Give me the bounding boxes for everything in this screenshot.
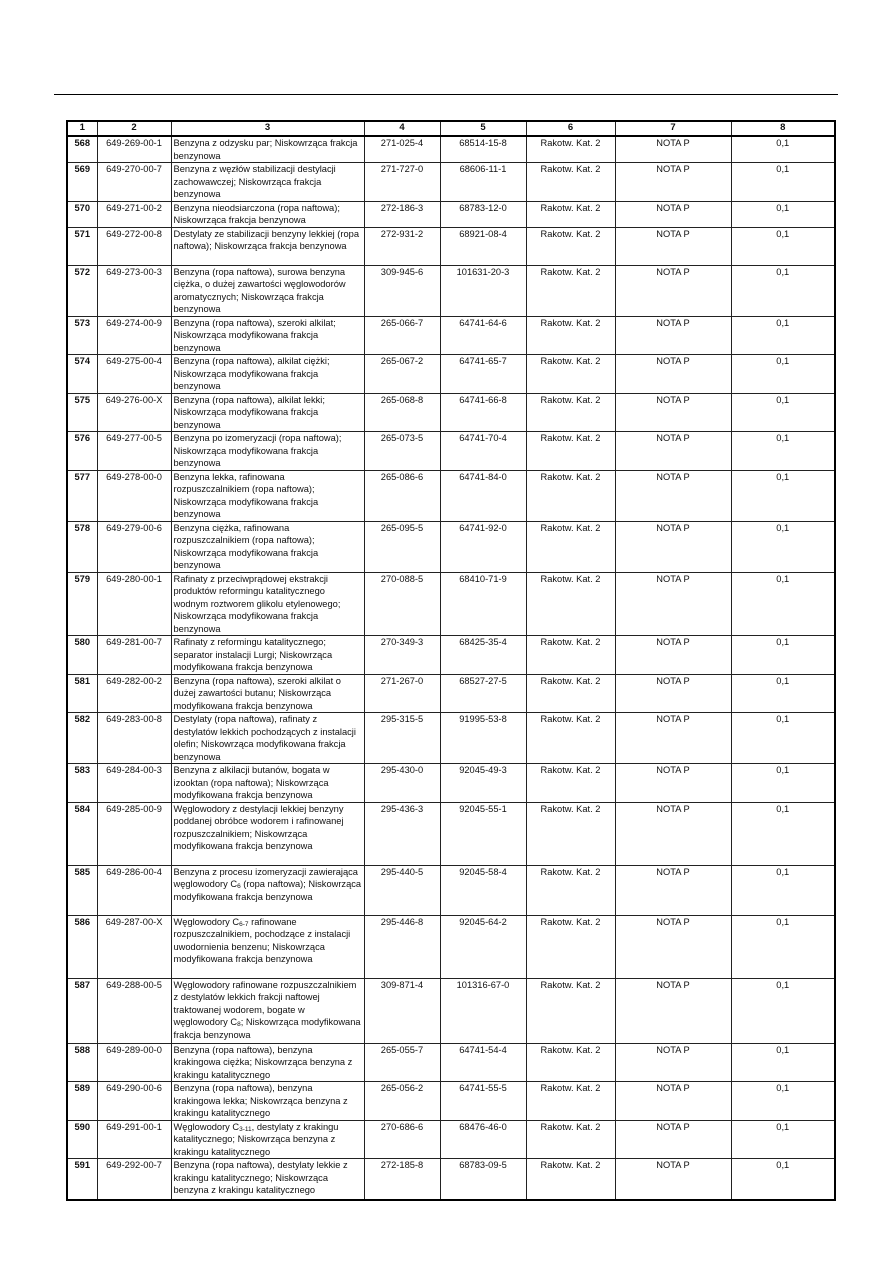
table-row	[67, 865, 835, 915]
classification: Rakotw. Kat. 2	[526, 713, 615, 764]
note: NOTA P	[615, 316, 731, 355]
concentration-limit: 0,1	[731, 865, 835, 915]
classification: Rakotw. Kat. 2	[526, 355, 615, 394]
classification: Rakotw. Kat. 2	[526, 521, 615, 572]
note: NOTA P	[615, 674, 731, 713]
index-number: 649-286-00-4	[97, 865, 171, 915]
substance-name: Benzyna z alkilacji butanów, bogata w izooktan (ropa naftowa); Niskowrząca modyfikowana frakcja benzynowa	[171, 764, 364, 803]
row-number: 589	[67, 1082, 97, 1121]
row-number: 580	[67, 636, 97, 675]
row-number: 576	[67, 432, 97, 471]
note: NOTA P	[615, 227, 731, 265]
index-number: 649-288-00-5	[97, 978, 171, 1043]
ec-number: 309-871-4	[364, 978, 440, 1043]
row-number: 588	[67, 1043, 97, 1082]
table-body	[67, 136, 835, 1200]
note: NOTA P	[615, 713, 731, 764]
table-row	[67, 265, 835, 316]
carbon-subscript: 6-7	[239, 920, 249, 928]
ec-number: 265-095-5	[364, 521, 440, 572]
substance-name: Rafinaty z reformingu katalitycznego; separator instalacji Lurgi; Niskowrząca modyfikowana frakcja benzynowa	[171, 636, 364, 675]
row-number: 581	[67, 674, 97, 713]
table-row	[67, 1159, 835, 1200]
classification: Rakotw. Kat. 2	[526, 636, 615, 675]
concentration-limit: 0,1	[731, 163, 835, 202]
substance-name: Benzyna (ropa naftowa), destylaty lekkie z krakingu katalitycznego; Niskowrząca benzyna z krakingu katalitycznego	[171, 1159, 364, 1200]
index-number: 649-291-00-1	[97, 1120, 171, 1159]
index-number: 649-277-00-5	[97, 432, 171, 471]
note: NOTA P	[615, 201, 731, 227]
table-row	[67, 572, 835, 636]
concentration-limit: 0,1	[731, 432, 835, 471]
table-row	[67, 470, 835, 521]
classification: Rakotw. Kat. 2	[526, 432, 615, 471]
ec-number: 265-086-6	[364, 470, 440, 521]
column-header-5: 5	[440, 121, 526, 136]
cas-number: 101631-20-3	[440, 265, 526, 316]
note: NOTA P	[615, 1120, 731, 1159]
concentration-limit: 0,1	[731, 227, 835, 265]
note: NOTA P	[615, 572, 731, 636]
substance-name: Benzyna z odzysku par; Niskowrząca frakcja benzynowa	[171, 136, 364, 163]
column-header-7: 7	[615, 121, 731, 136]
substance-name: Benzyna (ropa naftowa), alkilat lekki; Niskowrząca modyfikowana frakcja benzynowa	[171, 393, 364, 432]
substance-name	[171, 978, 364, 1043]
table-row	[67, 1082, 835, 1121]
substance-name-part: ; Niskowrząca modyfikowana frakcja benzynowa	[173, 1017, 361, 1040]
classification: Rakotw. Kat. 2	[526, 978, 615, 1043]
ec-number: 309-945-6	[364, 265, 440, 316]
substance-name-part: Węglowodory rafinowane rozpuszczalnikiem z destylatów lekkich frakcji naftowej traktowanej wodorem, bogate w węglowodory C	[173, 979, 357, 1027]
table-row	[67, 802, 835, 865]
index-number: 649-290-00-6	[97, 1082, 171, 1121]
concentration-limit: 0,1	[731, 674, 835, 713]
concentration-limit: 0,1	[731, 1082, 835, 1121]
substance-name: Benzyna lekka, rafinowana rozpuszczalnikiem (ropa naftowa); Niskowrząca modyfikowana frakcja benzynowa	[171, 470, 364, 521]
note: NOTA P	[615, 265, 731, 316]
cas-number: 68514-15-8	[440, 136, 526, 163]
row-number: 590	[67, 1120, 97, 1159]
cas-number: 64741-64-6	[440, 316, 526, 355]
table-row	[67, 1120, 835, 1159]
ec-number: 265-066-7	[364, 316, 440, 355]
classification: Rakotw. Kat. 2	[526, 265, 615, 316]
index-number: 649-283-00-8	[97, 713, 171, 764]
header-rule	[54, 94, 838, 95]
concentration-limit: 0,1	[731, 393, 835, 432]
row-number: 570	[67, 201, 97, 227]
index-number: 649-281-00-7	[97, 636, 171, 675]
ec-number: 265-056-2	[364, 1082, 440, 1121]
note: NOTA P	[615, 865, 731, 915]
substance-name-part: Benzyna z procesu izomeryzacji zawierająca węglowodory C	[173, 866, 358, 889]
concentration-limit: 0,1	[731, 521, 835, 572]
substance-name	[171, 1120, 364, 1159]
ec-number: 295-446-8	[364, 915, 440, 978]
column-header-4: 4	[364, 121, 440, 136]
note: NOTA P	[615, 1082, 731, 1121]
classification: Rakotw. Kat. 2	[526, 470, 615, 521]
row-number: 573	[67, 316, 97, 355]
note: NOTA P	[615, 163, 731, 202]
cas-number: 68606-11-1	[440, 163, 526, 202]
index-number: 649-278-00-0	[97, 470, 171, 521]
cas-number: 68425-35-4	[440, 636, 526, 675]
note: NOTA P	[615, 978, 731, 1043]
classification: Rakotw. Kat. 2	[526, 802, 615, 865]
classification: Rakotw. Kat. 2	[526, 136, 615, 163]
classification: Rakotw. Kat. 2	[526, 764, 615, 803]
row-number: 578	[67, 521, 97, 572]
classification: Rakotw. Kat. 2	[526, 201, 615, 227]
row-number: 586	[67, 915, 97, 978]
concentration-limit: 0,1	[731, 978, 835, 1043]
cas-number: 68476-46-0	[440, 1120, 526, 1159]
concentration-limit: 0,1	[731, 802, 835, 865]
table-row	[67, 201, 835, 227]
table-row	[67, 674, 835, 713]
table-row	[67, 163, 835, 202]
carbon-subscript: 6	[237, 883, 241, 890]
column-header-1: 1	[67, 121, 97, 136]
substance-name	[171, 915, 364, 978]
row-number: 583	[67, 764, 97, 803]
classification: Rakotw. Kat. 2	[526, 915, 615, 978]
substance-name: Benzyna po izomeryzacji (ropa naftowa); Niskowrząca modyfikowana frakcja benzynowa	[171, 432, 364, 471]
classification: Rakotw. Kat. 2	[526, 572, 615, 636]
classification: Rakotw. Kat. 2	[526, 865, 615, 915]
ec-number: 265-055-7	[364, 1043, 440, 1082]
substance-name: Benzyna (ropa naftowa), benzyna krakingowa ciężka; Niskowrząca benzyna z krakingu katalitycznego	[171, 1043, 364, 1082]
classification: Rakotw. Kat. 2	[526, 393, 615, 432]
row-number: 584	[67, 802, 97, 865]
substance-name: Benzyna z węzłów stabilizacji destylacji zachowawczej; Niskowrząca frakcja benzynowa	[171, 163, 364, 202]
row-number: 591	[67, 1159, 97, 1200]
index-number: 649-271-00-2	[97, 201, 171, 227]
cas-number: 91995-53-8	[440, 713, 526, 764]
index-number: 649-273-00-3	[97, 265, 171, 316]
column-header-3: 3	[171, 121, 364, 136]
substance-name: Benzyna (ropa naftowa), szeroki alkilat; Niskowrząca modyfikowana frakcja benzynowa	[171, 316, 364, 355]
cas-number: 64741-92-0	[440, 521, 526, 572]
substance-name	[171, 865, 364, 915]
cas-number: 68527-27-5	[440, 674, 526, 713]
table-row	[67, 355, 835, 394]
index-number: 649-282-00-2	[97, 674, 171, 713]
classification: Rakotw. Kat. 2	[526, 163, 615, 202]
carbon-subscript: 3-11	[239, 1125, 252, 1133]
row-number: 585	[67, 865, 97, 915]
classification: Rakotw. Kat. 2	[526, 674, 615, 713]
index-number: 649-289-00-0	[97, 1043, 171, 1082]
column-header-2: 2	[97, 121, 171, 136]
row-number: 574	[67, 355, 97, 394]
table-row	[67, 915, 835, 978]
note: NOTA P	[615, 802, 731, 865]
substance-name-part: Węglowodory C	[173, 916, 240, 927]
ec-number: 271-025-4	[364, 136, 440, 163]
concentration-limit: 0,1	[731, 265, 835, 316]
cas-number: 92045-58-4	[440, 865, 526, 915]
classification: Rakotw. Kat. 2	[526, 1082, 615, 1121]
table-row	[67, 636, 835, 675]
column-header-6: 6	[526, 121, 615, 136]
cas-number: 101316-67-0	[440, 978, 526, 1043]
row-number: 568	[67, 136, 97, 163]
ec-number: 271-727-0	[364, 163, 440, 202]
row-number: 577	[67, 470, 97, 521]
ec-number: 270-088-5	[364, 572, 440, 636]
row-number: 582	[67, 713, 97, 764]
substance-name: Benzyna (ropa naftowa), alkilat ciężki; Niskowrząca modyfikowana frakcja benzynowa	[171, 355, 364, 394]
concentration-limit: 0,1	[731, 355, 835, 394]
index-number: 649-274-00-9	[97, 316, 171, 355]
classification: Rakotw. Kat. 2	[526, 1043, 615, 1082]
ec-number: 270-349-3	[364, 636, 440, 675]
cas-number: 64741-84-0	[440, 470, 526, 521]
table-row	[67, 393, 835, 432]
row-number: 569	[67, 163, 97, 202]
cas-number: 68921-08-4	[440, 227, 526, 265]
index-number: 649-284-00-3	[97, 764, 171, 803]
ec-number: 271-267-0	[364, 674, 440, 713]
substance-name: Benzyna (ropa naftowa), benzyna krakingowa lekka; Niskowrząca benzyna z krakingu katalitycznego	[171, 1082, 364, 1121]
substance-name-part: Węglowodory C	[173, 1121, 240, 1132]
cas-number: 68410-71-9	[440, 572, 526, 636]
table-row	[67, 227, 835, 265]
cas-number: 92045-49-3	[440, 764, 526, 803]
note: NOTA P	[615, 915, 731, 978]
table-row	[67, 432, 835, 471]
cas-number: 64741-54-4	[440, 1043, 526, 1082]
concentration-limit: 0,1	[731, 201, 835, 227]
substance-name-part: rafinowane rozpuszczalnikiem, pochodzące z instalacji uwodornienia benzenu; Niskowrząca modyfikowana frakcja benzynowa	[173, 916, 351, 964]
substance-name: Destylaty ze stabilizacji benzyny lekkiej (ropa naftowa); Niskowrząca frakcja benzynowa	[171, 227, 364, 265]
cas-number: 68783-12-0	[440, 201, 526, 227]
substance-name: Benzyna nieodsiarczona (ropa naftowa); Niskowrząca frakcja benzynowa	[171, 201, 364, 227]
concentration-limit: 0,1	[731, 1120, 835, 1159]
ec-number: 265-067-2	[364, 355, 440, 394]
concentration-limit: 0,1	[731, 316, 835, 355]
table-header-row	[67, 121, 835, 136]
index-number: 649-272-00-8	[97, 227, 171, 265]
cas-number: 92045-55-1	[440, 802, 526, 865]
classification: Rakotw. Kat. 2	[526, 316, 615, 355]
table-row	[67, 713, 835, 764]
index-number: 649-275-00-4	[97, 355, 171, 394]
note: NOTA P	[615, 393, 731, 432]
concentration-limit: 0,1	[731, 1159, 835, 1200]
cas-number: 64741-55-5	[440, 1082, 526, 1121]
table-row	[67, 764, 835, 803]
note: NOTA P	[615, 764, 731, 803]
ec-number: 295-440-5	[364, 865, 440, 915]
index-number: 649-269-00-1	[97, 136, 171, 163]
row-number: 572	[67, 265, 97, 316]
ec-number: 295-315-5	[364, 713, 440, 764]
note: NOTA P	[615, 1159, 731, 1200]
table-row	[67, 978, 835, 1043]
cas-number: 64741-66-8	[440, 393, 526, 432]
substance-name: Benzyna ciężka, rafinowana rozpuszczalnikiem (ropa naftowa); Niskowrząca modyfikowana frakcja benzynowa	[171, 521, 364, 572]
classification: Rakotw. Kat. 2	[526, 1120, 615, 1159]
row-number: 579	[67, 572, 97, 636]
ec-number: 265-068-8	[364, 393, 440, 432]
ec-number: 295-436-3	[364, 802, 440, 865]
note: NOTA P	[615, 136, 731, 163]
concentration-limit: 0,1	[731, 470, 835, 521]
ec-number: 272-931-2	[364, 227, 440, 265]
carbon-subscript: 8	[237, 1021, 241, 1028]
classification: Rakotw. Kat. 2	[526, 227, 615, 265]
note: NOTA P	[615, 521, 731, 572]
concentration-limit: 0,1	[731, 915, 835, 978]
concentration-limit: 0,1	[731, 713, 835, 764]
substance-name: Rafinaty z przeciwprądowej ekstrakcji produktów reformingu katalitycznego wodnym roztworem glikolu etylenowego; Niskowrząca modyfikowana frakcja benzynowa	[171, 572, 364, 636]
note: NOTA P	[615, 470, 731, 521]
note: NOTA P	[615, 432, 731, 471]
ec-number: 270-686-6	[364, 1120, 440, 1159]
index-number: 649-270-00-7	[97, 163, 171, 202]
index-number: 649-292-00-7	[97, 1159, 171, 1200]
index-number: 649-285-00-9	[97, 802, 171, 865]
ec-number: 272-185-8	[364, 1159, 440, 1200]
cas-number: 64741-65-7	[440, 355, 526, 394]
substance-name: Destylaty (ropa naftowa), rafinaty z destylatów lekkich pochodzących z instalacji olefin; Niskowrząca modyfikowana frakcja benzynowa	[171, 713, 364, 764]
ec-number: 272-186-3	[364, 201, 440, 227]
concentration-limit: 0,1	[731, 572, 835, 636]
concentration-limit: 0,1	[731, 636, 835, 675]
cas-number: 64741-70-4	[440, 432, 526, 471]
table-row	[67, 316, 835, 355]
cas-number: 92045-64-2	[440, 915, 526, 978]
classification: Rakotw. Kat. 2	[526, 1159, 615, 1200]
index-number: 649-287-00-X	[97, 915, 171, 978]
substance-name: Benzyna (ropa naftowa), surowa benzyna ciężka, o dużej zawartości węglowodorów aromatycznych; Niskowrząca frakcja benzynowa	[171, 265, 364, 316]
index-number: 649-280-00-1	[97, 572, 171, 636]
row-number: 571	[67, 227, 97, 265]
note: NOTA P	[615, 1043, 731, 1082]
concentration-limit: 0,1	[731, 764, 835, 803]
table-row	[67, 521, 835, 572]
ec-number: 265-073-5	[364, 432, 440, 471]
ec-number: 295-430-0	[364, 764, 440, 803]
row-number: 587	[67, 978, 97, 1043]
concentration-limit: 0,1	[731, 1043, 835, 1082]
row-number: 575	[67, 393, 97, 432]
note: NOTA P	[615, 355, 731, 394]
table-row	[67, 1043, 835, 1082]
column-header-8: 8	[731, 121, 835, 136]
substance-name-part: , destylaty z krakingu katalitycznego; Niskowrząca benzyna z krakingu katalitycznego	[173, 1121, 339, 1157]
concentration-limit: 0,1	[731, 136, 835, 163]
note: NOTA P	[615, 636, 731, 675]
index-number: 649-279-00-6	[97, 521, 171, 572]
cas-number: 68783-09-5	[440, 1159, 526, 1200]
index-number: 649-276-00-X	[97, 393, 171, 432]
substance-name-part: (ropa naftowa); Niskowrząca modyfikowana frakcja benzynowa	[173, 879, 362, 902]
table-row	[67, 136, 835, 163]
substance-name: Benzyna (ropa naftowa), szeroki alkilat o dużej zawartości butanu; Niskowrząca modyfikowana frakcja benzynowa	[171, 674, 364, 713]
substance-name: Węglowodory z destylacji lekkiej benzyny poddanej obróbce wodorem i rafinowanej rozpuszczalnikiem; Niskowrząca modyfikowana frakcja benzynowa	[171, 802, 364, 865]
substance-table	[66, 120, 836, 1201]
